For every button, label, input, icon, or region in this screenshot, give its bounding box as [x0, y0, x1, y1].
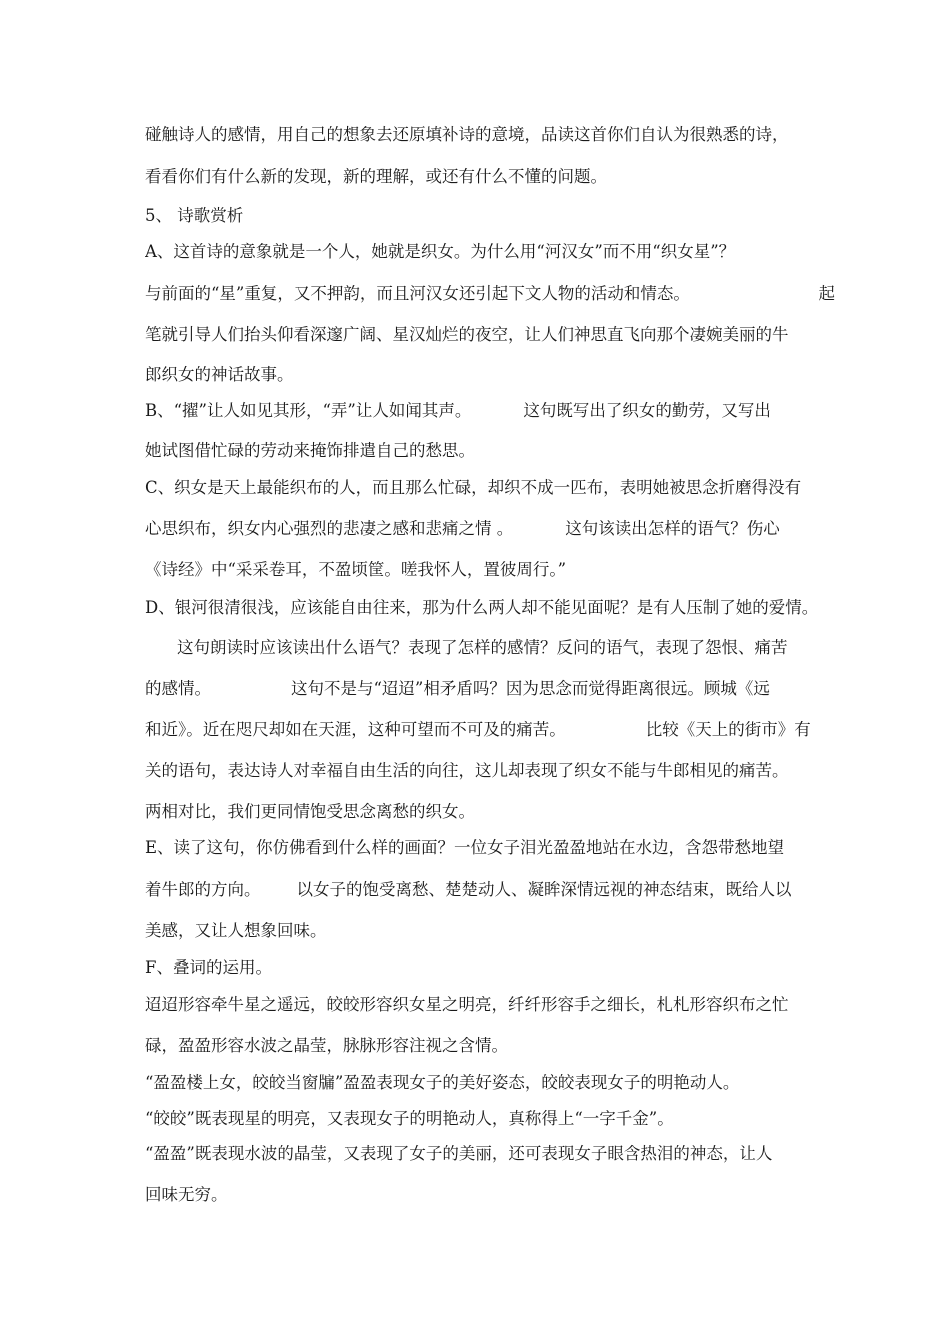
- paragraph-line: D、银河很清很浅，应该能自由往来，那为什么两人却不能见面呢？是有人压制了她的爱情。: [145, 598, 819, 617]
- paragraph-line: “盈盈”既表现水波的晶莹，又表现了女子的美丽，还可表现女子眼含热泪的神态，让人: [145, 1144, 773, 1163]
- paragraph-line: 的感情。 这句不是与“迢迢”相矛盾吗？因为思念而觉得距离很远。顾城《远: [145, 679, 770, 698]
- paragraph-line: B、“擢”让人如见其形，“弄”让人如闻其声。 这句既写出了织女的勤劳，又写出: [145, 401, 771, 420]
- paragraph-line: “皎皎”既表现星的明亮，又表现女子的明艳动人，真称得上“一字千金”。: [145, 1109, 674, 1128]
- paragraph-line: 笔就引导人们抬头仰看深邃广阔、星汉灿烂的夜空，让人们神思直飞向那个凄婉美丽的牛: [145, 325, 789, 344]
- paragraph-line: A、这首诗的意象就是一个人，她就是织女。为什么用“河汉女”而不用“织女星”？: [145, 242, 736, 261]
- paragraph-line: 郎织女的神话故事。: [145, 365, 294, 384]
- paragraph-line: 关的语句，表达诗人对幸福自由生活的向往，这儿却表现了织女不能与牛郎相见的痛苦。: [145, 761, 789, 780]
- paragraph-line: 心思织布，织女内心强烈的悲凄之感和悲痛之情 。 这句该读出怎样的语气？伤心: [145, 519, 780, 538]
- paragraph-line: C、织女是天上最能织布的人，而且那么忙碌，却织不成一匹布，表明她被思念折磨得没有: [145, 478, 802, 497]
- paragraph-line: E、读了这句，你仿佛看到什么样的画面？一位女子泪光盈盈地站在水边，含怨带愁地望: [145, 838, 785, 857]
- paragraph-line: F、叠词的运用。: [145, 958, 272, 977]
- section-heading: 5、 诗歌赏析: [145, 206, 244, 225]
- paragraph-line: 与前面的“星”重复，又不押韵，而且河汉女还引起下文人物的活动和情态。 起: [145, 284, 835, 303]
- paragraph-line: 着牛郎的方向。 以女子的饱受离愁、楚楚动人、凝眸深情远视的神态结束，既给人以: [145, 880, 792, 899]
- paragraph-line: 她试图借忙碌的劳动来掩饰排遣自己的愁思。: [145, 441, 475, 460]
- paragraph-line: 两相对比，我们更同情饱受思念离愁的织女。: [145, 802, 475, 821]
- paragraph-line: 碰触诗人的感情，用自己的想象去还原填补诗的意境，品读这首你们自认为很熟悉的诗，: [145, 125, 789, 144]
- paragraph-line: 美感，又让人想象回味。: [145, 921, 327, 940]
- paragraph-line: 碌，盈盈形容水波之晶莹，脉脉形容注视之含情。: [145, 1036, 508, 1055]
- paragraph-line: 迢迢形容牵牛星之遥远，皎皎形容织女星之明亮，纤纤形容手之细长，札札形容织布之忙: [145, 995, 789, 1014]
- paragraph-line: “盈盈楼上女，皎皎当窗牖”盈盈表现女子的美好姿态，皎皎表现女子的明艳动人。: [145, 1073, 740, 1092]
- paragraph-line: 和近》。近在咫尺却如在天涯，这种可望而不可及的痛苦。 比较《天上的街市》有: [145, 720, 811, 739]
- paragraph-line: 《诗经》中“采采卷耳，不盈顷筐。嗟我怀人，置彼周行。”: [145, 560, 567, 579]
- paragraph-line: 看看你们有什么新的发现，新的理解，或还有什么不懂的问题。: [145, 167, 607, 186]
- paragraph-line: 这句朗读时应该读出什么语气？表现了怎样的感情？反问的语气，表现了怨恨、痛苦: [177, 638, 788, 657]
- paragraph-line: 回味无穷。: [145, 1185, 228, 1204]
